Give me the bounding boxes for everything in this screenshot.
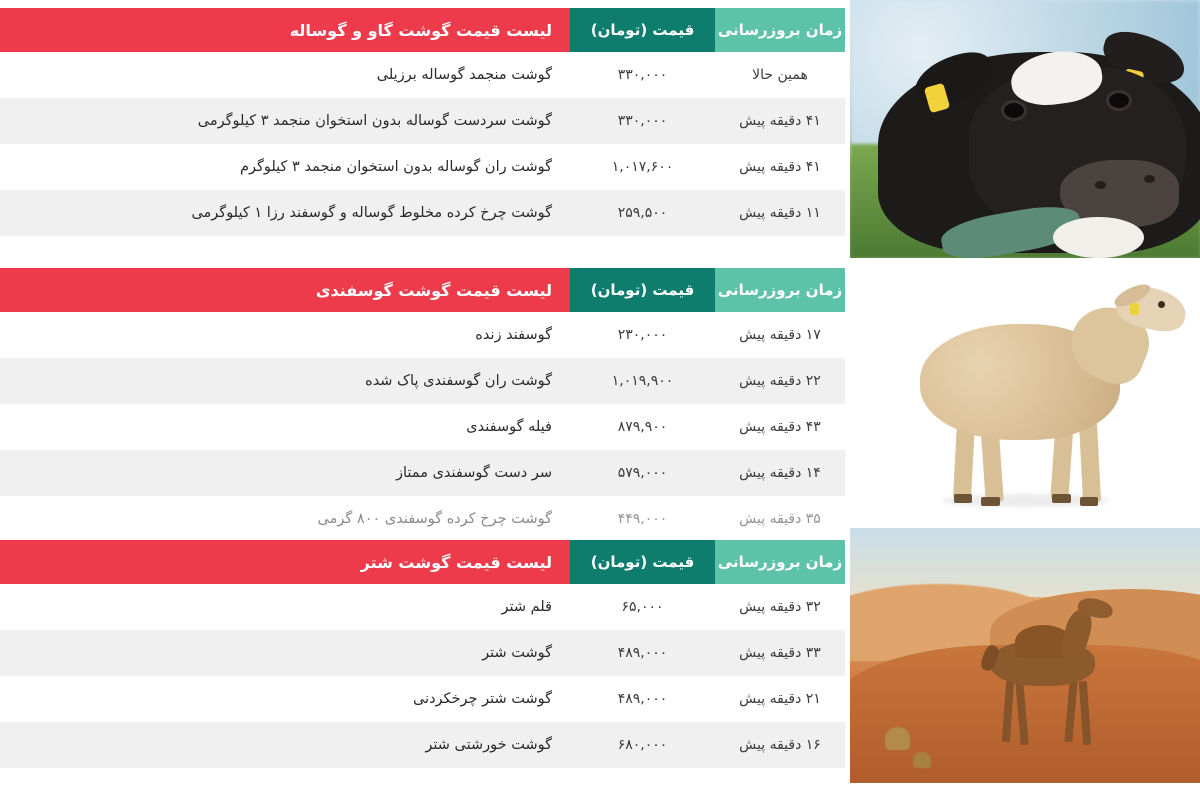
cell-price: ۴۴۹,۰۰۰ <box>617 511 668 527</box>
cell-product-name: گوشت خورشتی شتر <box>425 737 552 753</box>
table-row <box>0 358 845 404</box>
table-row <box>0 722 845 768</box>
cell-price: ۴۸۹,۰۰۰ <box>617 645 668 661</box>
table-row <box>0 450 845 496</box>
column-header-update-time: زمان بروزرسانی <box>715 540 845 584</box>
cell-product-name: گوشت ران گوسفندی پاک شده <box>365 373 552 389</box>
cell-update-time: ۳۵ دقیقه پیش <box>739 511 821 527</box>
table-row <box>0 312 845 358</box>
cell-product-name: گوشت چرخ کرده گوسفندی ۸۰۰ گرمی <box>317 511 552 527</box>
cell-product-name: فیله گوسفندی <box>466 419 552 435</box>
cell-update-time: ۱۱ دقیقه پیش <box>739 205 821 221</box>
camel-illustration <box>850 528 1200 783</box>
price-block-lamb <box>0 268 845 530</box>
cell-product-name: سر دست گوسفندی ممتاز <box>396 465 552 481</box>
cell-product-name: گوشت شتر <box>482 645 552 661</box>
cell-update-time: ۲۲ دقیقه پیش <box>739 373 821 389</box>
column-header-price: قیمت (تومان) <box>570 540 715 584</box>
table-header-lamb <box>0 268 845 312</box>
cell-price: ۶۵,۰۰۰ <box>621 599 664 615</box>
cell-update-time: ۱۴ دقیقه پیش <box>739 465 821 481</box>
cell-price: ۳۳۰,۰۰۰ <box>617 67 668 83</box>
cell-update-time: ۳۳ دقیقه پیش <box>739 645 821 661</box>
cell-product-name: گوسفند زنده <box>475 327 552 343</box>
cell-update-time: ۱۶ دقیقه پیش <box>739 737 821 753</box>
price-block-camel <box>0 540 845 768</box>
table-row <box>0 630 845 676</box>
column-header-update-time: زمان بروزرسانی <box>715 268 845 312</box>
cell-product-name: گوشت منجمد گوساله برزیلی <box>376 67 552 83</box>
column-header-price: قیمت (تومان) <box>570 8 715 52</box>
block-title-camel: لیست قیمت گوشت شتر <box>0 540 570 584</box>
sheep-photo <box>850 262 1200 520</box>
cell-update-time: ۴۱ دقیقه پیش <box>739 159 821 175</box>
cow-photo <box>850 0 1200 258</box>
column-header-price: قیمت (تومان) <box>570 268 715 312</box>
cell-product-name: گوشت سردست گوساله بدون استخوان منجمد ۳ کیلوگرمی <box>197 113 552 129</box>
cell-price: ۱,۰۱۷,۶۰۰ <box>611 159 674 175</box>
cell-product-name: گوشت چرخ کرده مخلوط گوساله و گوسفند رزا ۱ کیلوگرمی <box>191 205 552 221</box>
cell-update-time: ۴۱ دقیقه پیش <box>739 113 821 129</box>
cell-product-name: گوشت شتر چرخکردنی <box>412 691 552 707</box>
cell-update-time: ۳۲ دقیقه پیش <box>739 599 821 615</box>
table-row <box>0 144 845 190</box>
cell-product-name: قلم شتر <box>501 599 552 615</box>
cell-price: ۲۵۹,۵۰۰ <box>617 205 668 221</box>
cell-price: ۵۷۹,۰۰۰ <box>617 465 668 481</box>
cell-price: ۱,۰۱۹,۹۰۰ <box>611 373 674 389</box>
table-row <box>0 496 845 530</box>
cell-price: ۳۳۰,۰۰۰ <box>617 113 668 129</box>
cell-update-time: ۱۷ دقیقه پیش <box>739 327 821 343</box>
cell-update-time: ۴۳ دقیقه پیش <box>739 419 821 435</box>
block-title-beef: لیست قیمت گوشت گاو و گوساله <box>0 8 570 52</box>
cell-price: ۸۷۹,۹۰۰ <box>617 419 668 435</box>
cell-price: ۲۳۰,۰۰۰ <box>617 327 668 343</box>
block-title-lamb: لیست قیمت گوشت گوسفندی <box>0 268 570 312</box>
table-row <box>0 676 845 722</box>
table-row <box>0 190 845 236</box>
price-block-beef <box>0 8 845 236</box>
table-row <box>0 584 845 630</box>
table-row <box>0 98 845 144</box>
cow-illustration <box>850 0 1200 258</box>
cell-price: ۴۸۹,۰۰۰ <box>617 691 668 707</box>
table-header-beef <box>0 8 845 52</box>
column-header-update-time: زمان بروزرسانی <box>715 8 845 52</box>
cell-update-time: ۲۱ دقیقه پیش <box>739 691 821 707</box>
table-row <box>0 52 845 98</box>
cell-product-name: گوشت ران گوساله بدون استخوان منجمد ۳ کیلوگرم <box>239 159 552 175</box>
cell-price: ۶۸۰,۰۰۰ <box>617 737 668 753</box>
sheep-illustration <box>850 262 1200 520</box>
table-header-camel <box>0 540 845 584</box>
table-row <box>0 404 845 450</box>
camel-photo <box>850 528 1200 783</box>
page-bottom-strip <box>0 783 1200 800</box>
cell-update-time: همین حالا <box>752 67 808 83</box>
